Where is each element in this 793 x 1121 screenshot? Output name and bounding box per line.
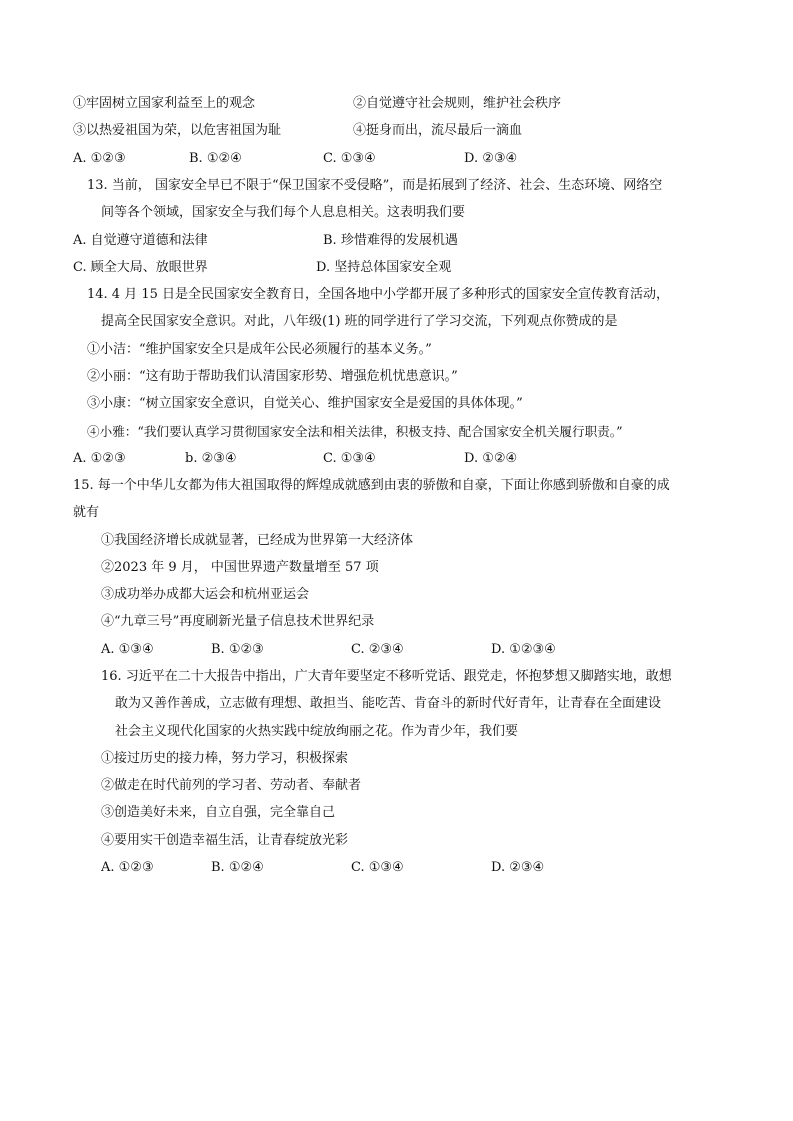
q15-option-2: ②2023 年 9 月， 中国世界遗产数量增至 57 项 bbox=[101, 560, 379, 575]
q15-stem-line-1: 15. 每一个中华儿女都为伟大祖国取得的辉煌成就感到由衷的骄傲和自豪，下面让你感到骄傲和自豪的成 bbox=[73, 478, 670, 493]
q16-choice-d: D. ②③④ bbox=[491, 860, 545, 875]
q16-option-2: ②做走在时代前列的学习者、劳动者、奉献者 bbox=[101, 778, 362, 793]
q16-option-1: ①接过历史的接力棒，努力学习，积极探索 bbox=[101, 751, 349, 766]
q12-choice-c: C. ①③④ bbox=[323, 151, 376, 166]
q12-option-1: ①牢固树立国家利益至上的观念 bbox=[73, 96, 256, 111]
q16-stem-line-2: 敢为又善作善成，立志做有理想、敢担当、能吃苦、肯奋斗的新时代好青年，让青春在全面建设 bbox=[115, 696, 662, 711]
q13-choice-a: A. 自觉遵守道德和法律 bbox=[73, 233, 208, 248]
q14-option-3: ③小康：“树立国家安全意识，自觉关心、维护国家安全是爱国的具体体现。” bbox=[87, 396, 523, 411]
q14-option-4: ④小雅：“我们要认真学习贯彻国家安全法和相关法律，积极支持、配合国家安全机关履行职责。” bbox=[87, 424, 623, 439]
q14-stem-line-2: 提高全民国家安全意识。对此，八年级(1) 班的同学进行了学习交流，下列观点你赞成的是 bbox=[101, 314, 618, 329]
q14-choice-a: A. ①②③ bbox=[73, 451, 126, 466]
q15-choice-a: A. ①③④ bbox=[101, 642, 154, 657]
q14-choice-b: b. ②③④ bbox=[185, 451, 237, 466]
q13-choice-b: B. 珍惜难得的发展机遇 bbox=[323, 233, 458, 248]
q16-stem-line-3: 社会主义现代化国家的火热实践中绽放绚丽之花。作为青少年，我们要 bbox=[115, 724, 519, 739]
q15-choice-b: B. ①②③ bbox=[211, 642, 264, 657]
q16-choice-a: A. ①②③ bbox=[101, 860, 154, 875]
q14-stem-line-1: 14. 4 月 15 日是全民国家安全教育日，全国各地中小学都开展了多种形式的国家安全宣传教育活动， bbox=[87, 287, 670, 302]
q13-stem-line-1: 13. 当前， 国家安全早已不限于“保卫国家不受侵略”，而是拓展到了经济、社会、生态环境、网络空 bbox=[87, 178, 663, 193]
q12-option-3: ③以热爱祖国为荣，以危害祖国为耻 bbox=[73, 123, 282, 138]
q12-choice-a: A. ①②③ bbox=[73, 151, 126, 166]
q12-choice-d: D. ②③④ bbox=[464, 151, 518, 166]
q16-choice-b: B. ①②④ bbox=[211, 860, 264, 875]
q15-choice-d: D. ①②③④ bbox=[491, 642, 556, 657]
q13-choice-d: D. 坚持总体国家安全观 bbox=[316, 260, 452, 275]
q12-option-2: ②自觉遵守社会规则，维护社会秩序 bbox=[353, 96, 562, 111]
q14-option-2: ②小丽：“这有助于帮助我们认清国家形势、增强危机忧患意识。” bbox=[87, 369, 458, 384]
q16-choice-c: C. ①③④ bbox=[351, 860, 404, 875]
q13-choice-c: C. 顾全大局、放眼世界 bbox=[73, 260, 208, 275]
q14-choice-d: D. ①②④ bbox=[464, 451, 518, 466]
q12-option-4: ④挺身而出，流尽最后一滴血 bbox=[353, 123, 523, 138]
q14-option-1: ①小洁：“维护国家安全只是成年公民必须履行的基本义务。” bbox=[87, 342, 432, 357]
q12-choice-b: B. ①②④ bbox=[189, 151, 242, 166]
q15-option-1: ①我国经济增长成就显著，已经成为世界第一大经济体 bbox=[101, 533, 414, 548]
q13-stem-line-2: 间等各个领域，国家安全与我们每个人息息相关。这表明我们要 bbox=[101, 205, 466, 220]
q15-choice-c: C. ②③④ bbox=[351, 642, 404, 657]
q14-choice-c: C. ①③④ bbox=[323, 451, 376, 466]
q16-option-4: ④要用实干创造幸福生活，让青春绽放光彩 bbox=[101, 833, 349, 848]
q16-stem-line-1: 16. 习近平在二十大报告中指出，广大青年要坚定不移听党话、跟党走，怀抱梦想又脚踏实地，敢想 bbox=[101, 669, 672, 684]
q16-option-3: ③创造美好未来，自立自强，完全靠自己 bbox=[101, 805, 336, 820]
q15-option-4: ④“九章三号”再度刷新光量子信息技术世界纪录 bbox=[101, 614, 375, 629]
q15-option-3: ③成功举办成都大运会和杭州亚运会 bbox=[101, 587, 310, 602]
q15-stem-line-2: 就有 bbox=[73, 505, 100, 520]
